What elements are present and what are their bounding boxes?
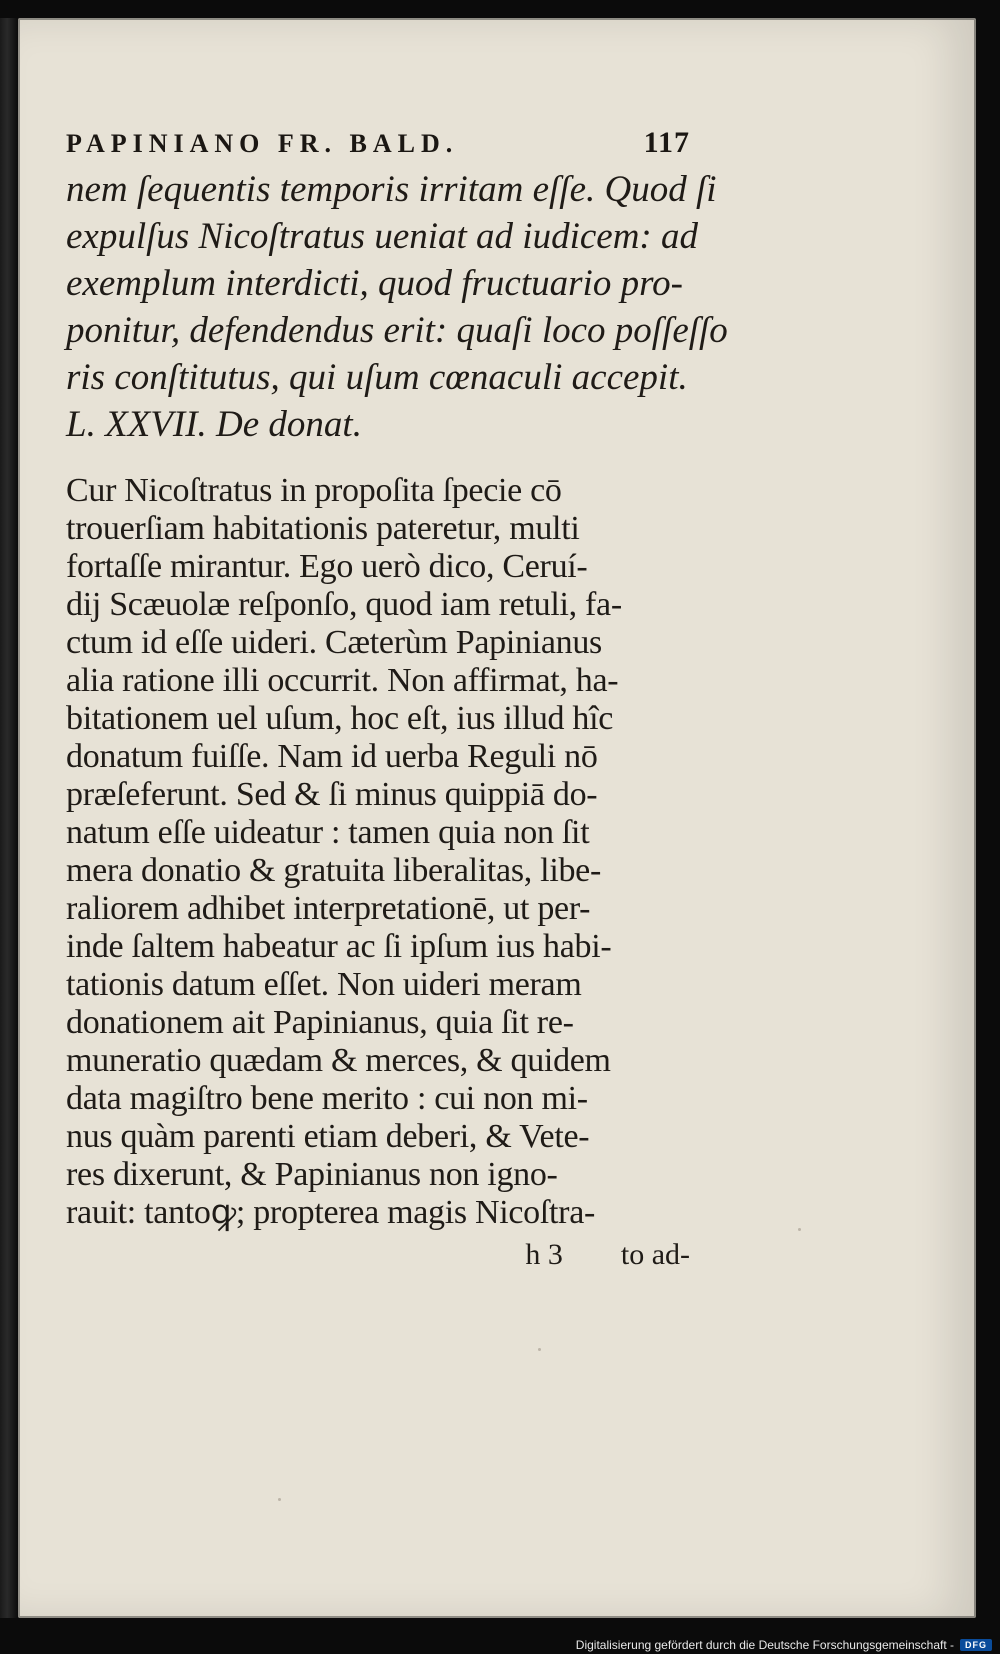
paper-speck <box>278 1498 281 1501</box>
running-head-title: PAPINIANO FR. BALD. <box>66 129 459 158</box>
italic-line: expulſus Nicoſtratus ueniat ad iudicem: ad <box>66 216 698 257</box>
italic-line: nem ſequentis temporis irritam eſſe. Quod ſi <box>66 169 717 210</box>
text-line: muneratio quædam & merces, & quidem <box>66 1042 611 1079</box>
text-line: raliorem adhibet interpretationē, ut per- <box>66 890 591 927</box>
text-line: donationem ait Papinianus, quia ſit re- <box>66 1004 574 1041</box>
italic-line: ponitur, defendendus erit: quaſi loco poſſeſſo <box>66 310 728 351</box>
italic-line: exemplum interdicti, quod fructuario pro- <box>66 263 683 304</box>
italic-line: ris conſtitutus, qui uſum cœnaculi accepit. <box>66 357 688 398</box>
running-head <box>66 126 690 160</box>
text-line: rauit: tantoꝙ; propterea magis Nicoſtra- <box>66 1194 596 1231</box>
page-footer-marks <box>66 1238 690 1272</box>
text-line: trouerſiam habitationis pateretur, multi <box>66 510 580 547</box>
text-line: natum eſſe uideatur : tamen quia non ſit <box>66 814 590 851</box>
text-line: fortaſſe mirantur. Ego uerò dico, Ceruí- <box>66 548 588 585</box>
page-content <box>66 126 728 1272</box>
signature-mark: h 3 <box>525 1238 563 1271</box>
paper-speck <box>538 1348 541 1351</box>
book-page <box>18 18 976 1618</box>
text-line: præſeferunt. Sed & ſi minus quippiā do- <box>66 776 598 813</box>
paper-speck <box>798 1228 801 1231</box>
text-line: tationis datum eſſet. Non uideri meram <box>66 966 582 1003</box>
text-line: alia ratione illi occurrit. Non affirmat, ha- <box>66 662 619 699</box>
text-line: donatum fuiſſe. Nam id uerba Reguli nō <box>66 738 598 775</box>
funding-credit: Digitalisierung gefördert durch die Deutsche Forschungsgemeinschaft - <box>575 1638 954 1652</box>
text-line: nus quàm parenti etiam deberi, & Vete- <box>66 1118 590 1155</box>
commentary-paragraph <box>66 472 690 1232</box>
text-line: bitationem uel uſum, hoc eſt, ius illud hîc <box>66 700 614 737</box>
text-line: inde ſaltem habeatur ac ſi ipſum ius habi- <box>66 928 612 965</box>
digitization-footer <box>0 1636 1000 1654</box>
italic-passage <box>66 166 728 448</box>
text-line: ctum id eſſe uideri. Cæterùm Papinianus <box>66 624 602 661</box>
catchword: to ad- <box>620 1238 690 1271</box>
page-number: 117 <box>643 126 690 159</box>
italic-line: L. XXVII. De donat. <box>66 404 362 445</box>
text-line: mera donatio & gratuita liberalitas, libe- <box>66 852 601 889</box>
text-line: data magiſtro bene merito : cui non mi- <box>66 1080 588 1117</box>
text-line: Cur Nicoſtratus in propoſita ſpecie cō <box>66 472 562 509</box>
text-line: dij Scæuolæ reſponſo, quod iam retuli, fa- <box>66 586 622 623</box>
text-line: res dixerunt, & Papinianus non igno- <box>66 1156 558 1193</box>
dfg-logo: DFG <box>960 1639 992 1651</box>
